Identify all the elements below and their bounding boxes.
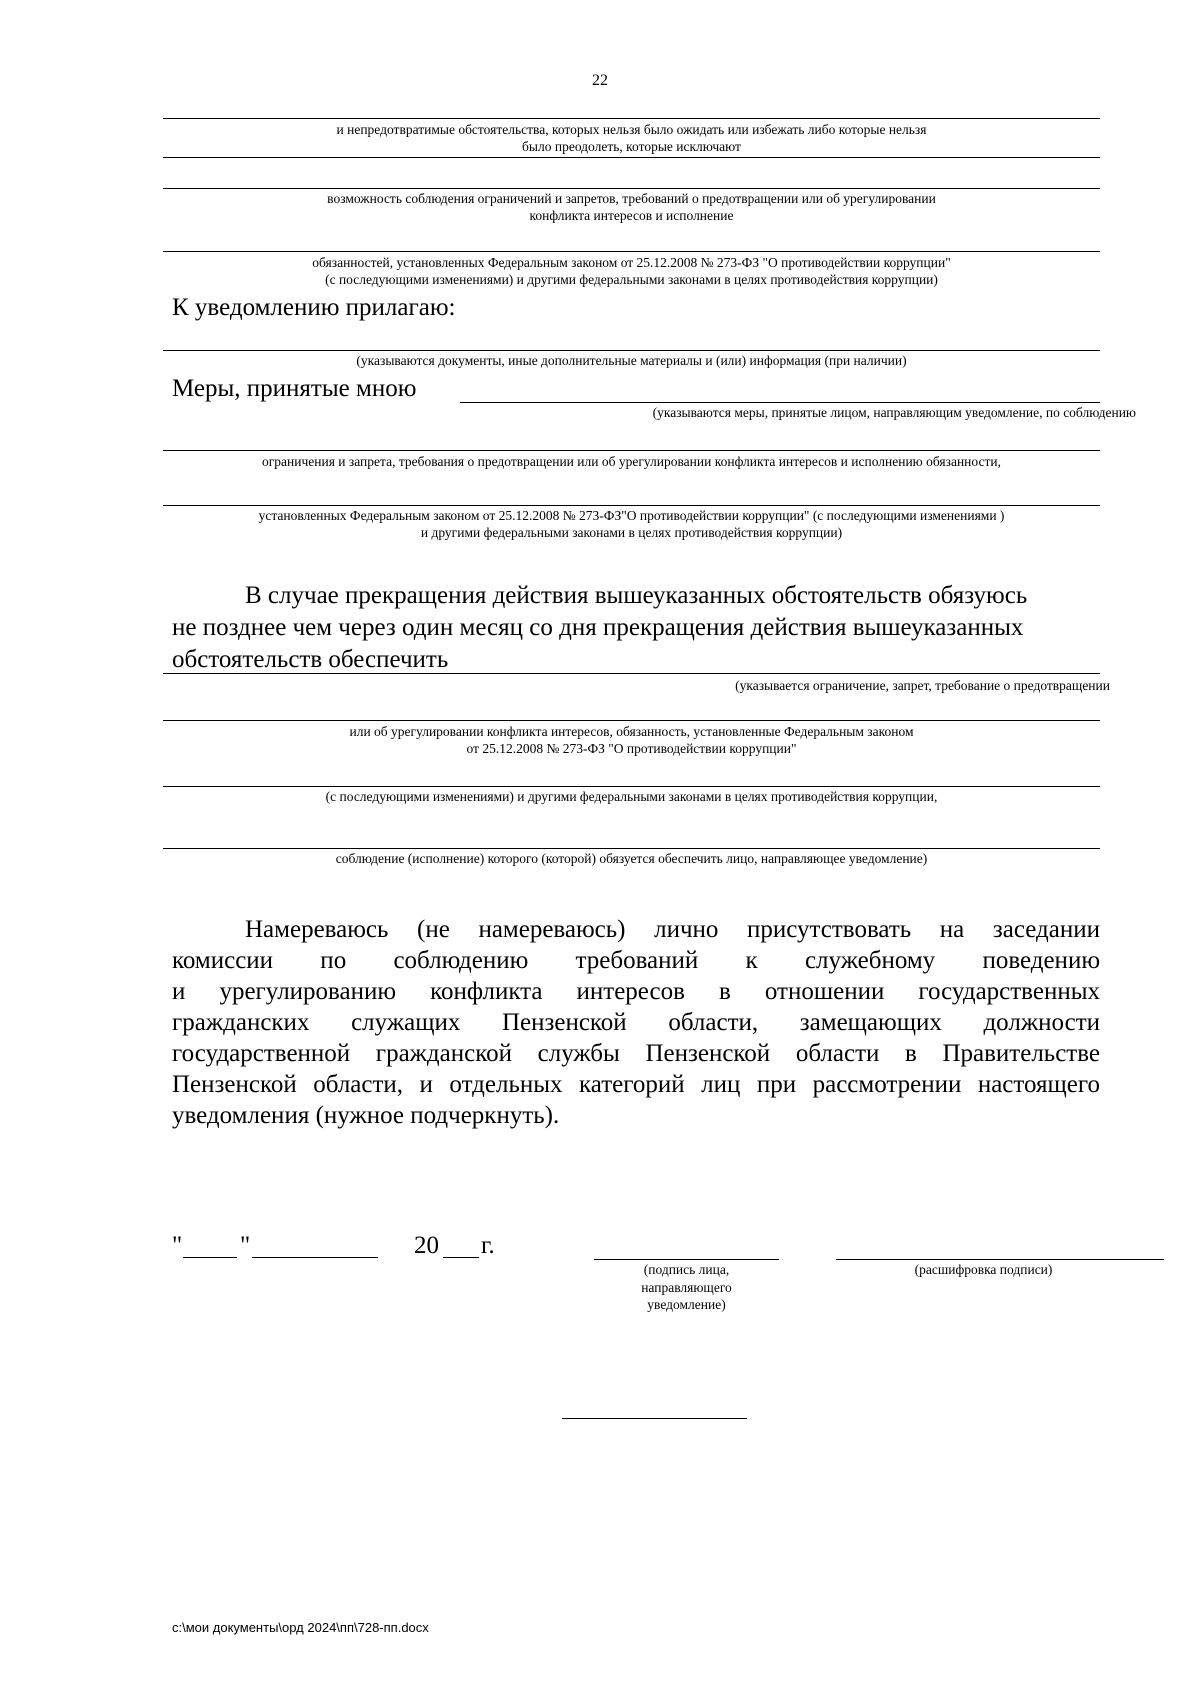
quote-mark: " [240, 1232, 251, 1259]
end-separator [562, 1418, 747, 1419]
intent-paragraph [172, 914, 1100, 1131]
caption-line: (подпись лица, [643, 1262, 730, 1277]
paragraph-line: В случае прекращения действия вышеуказанных обстоятельств обязуюсь [245, 582, 1028, 609]
fill-line [163, 450, 1100, 451]
fill-line [163, 350, 1100, 351]
paragraph-line: Намереваюсь (не намереваюсь) лично присутствовать на заседании [245, 916, 1100, 943]
footnote-caption: (с последующими изменениями) и другими федеральными законами в целях противодействия коррупции, [325, 789, 938, 804]
attach-label: К уведомлению прилагаю: [172, 294, 456, 321]
fill-line [163, 118, 1100, 119]
day-blank [183, 1257, 237, 1258]
caption-line: уведомление) [647, 1297, 726, 1312]
footer-file-path: с:\мои документы\орд 2024\пп\728-пп.docx [172, 1620, 429, 1635]
year-suffix: г. [481, 1232, 495, 1259]
footnote-caption: соблюдение (исполнение) которого (которой) обязуется обеспечить лицо, направляющее уведомление) [335, 851, 928, 866]
paragraph-line: комиссии по соблюдению требований к служебному поведению [172, 947, 1100, 974]
paragraph-line: государственной гражданской службы Пензенской области в Правительстве [172, 1040, 1100, 1067]
year-prefix: 20 [414, 1232, 439, 1259]
paragraph-line: Пензенской области, и отдельных категорий лиц при рассмотрении настоящего [172, 1071, 1100, 1098]
caption-line: конфликта интересов и исполнение [529, 208, 734, 223]
paragraph-line: не позднее чем через один месяц со дня прекращения действия вышеуказанных [172, 614, 1024, 641]
caption-line: и другими федеральными законами в целях противодействия коррупции) [420, 525, 843, 540]
footnote-caption: (указывается ограничение, запрет, требование о предотвращении [735, 678, 1110, 693]
caption-line: (с последующими изменениями) и другими федеральными законами в целях противодействия коррупции) [325, 272, 938, 287]
caption-line: было преодолеть, которые исключают [522, 139, 741, 154]
caption-line: (указываются меры, принятые лицом, направляющим уведомление, по соблюдению [652, 405, 1136, 420]
month-blank [252, 1257, 378, 1258]
paragraph-line: обстоятельств обеспечить [172, 646, 449, 673]
caption-line: обязанностей, установленных Федеральным законом от 25.12.2008 № 273-ФЗ "О противодействии коррупции" [312, 255, 951, 270]
caption-line: направляющего [641, 1279, 732, 1295]
fill-line [163, 786, 1100, 787]
fill-line [163, 188, 1100, 189]
caption-line: возможность соблюдения ограничений и запретов, требований о предотвращении или об урегулировании [327, 191, 936, 206]
signature-caption [594, 1261, 779, 1314]
fill-line [163, 251, 1100, 252]
fill-line [460, 402, 1100, 403]
caption-line: и непредотвратимые обстоятельства, которых нельзя было ожидать или избежать либо которые нельзя [336, 122, 927, 137]
footnote-caption: ограничения и запрета, требования о предотвращении или об урегулировании конфликта интересов и исполнению обязанности, [262, 454, 1001, 469]
quote-mark: " [172, 1232, 183, 1259]
decode-line [836, 1259, 1164, 1260]
footnote-caption: (указываются документы, иные дополнительные материалы и (или) информация (при наличии) [356, 353, 907, 368]
page-number: 22 [592, 72, 608, 89]
fill-line [163, 157, 1100, 158]
fill-line [163, 505, 1100, 506]
paragraph-line: гражданских служащих Пензенской области, замещающих должности [172, 1009, 1100, 1036]
date-field [172, 1230, 512, 1261]
caption-line: или об урегулировании конфликта интересов, обязанность, установленные Федеральным законом [349, 724, 914, 739]
measures-label: Меры, принятые мною [172, 375, 417, 402]
footnote-caption [163, 254, 1100, 288]
footnote-caption [163, 190, 1100, 224]
fill-line [163, 848, 1100, 849]
footnote-caption [163, 723, 1100, 757]
year-blank [443, 1257, 479, 1258]
caption-line: от 25.12.2008 № 273-ФЗ "О противодействии коррупции" [466, 741, 797, 756]
caption-line: установленных Федеральным законом от 25.12.2008 № 273-ФЗ"О противодействии коррупции" (с последующими изменениями ) [258, 508, 1005, 523]
footnote-caption [460, 404, 1136, 421]
paragraph-line: уведомления (нужное подчеркнуть). [172, 1102, 560, 1129]
footnote-caption [163, 121, 1100, 155]
signature-line [594, 1259, 779, 1260]
decode-caption: (расшифровка подписи) [914, 1262, 1053, 1277]
fill-line [163, 673, 1100, 674]
footnote-caption [163, 507, 1100, 541]
fill-line [163, 720, 1100, 721]
paragraph-line: и урегулированию конфликта интересов в отношении государственных [172, 978, 1100, 1005]
